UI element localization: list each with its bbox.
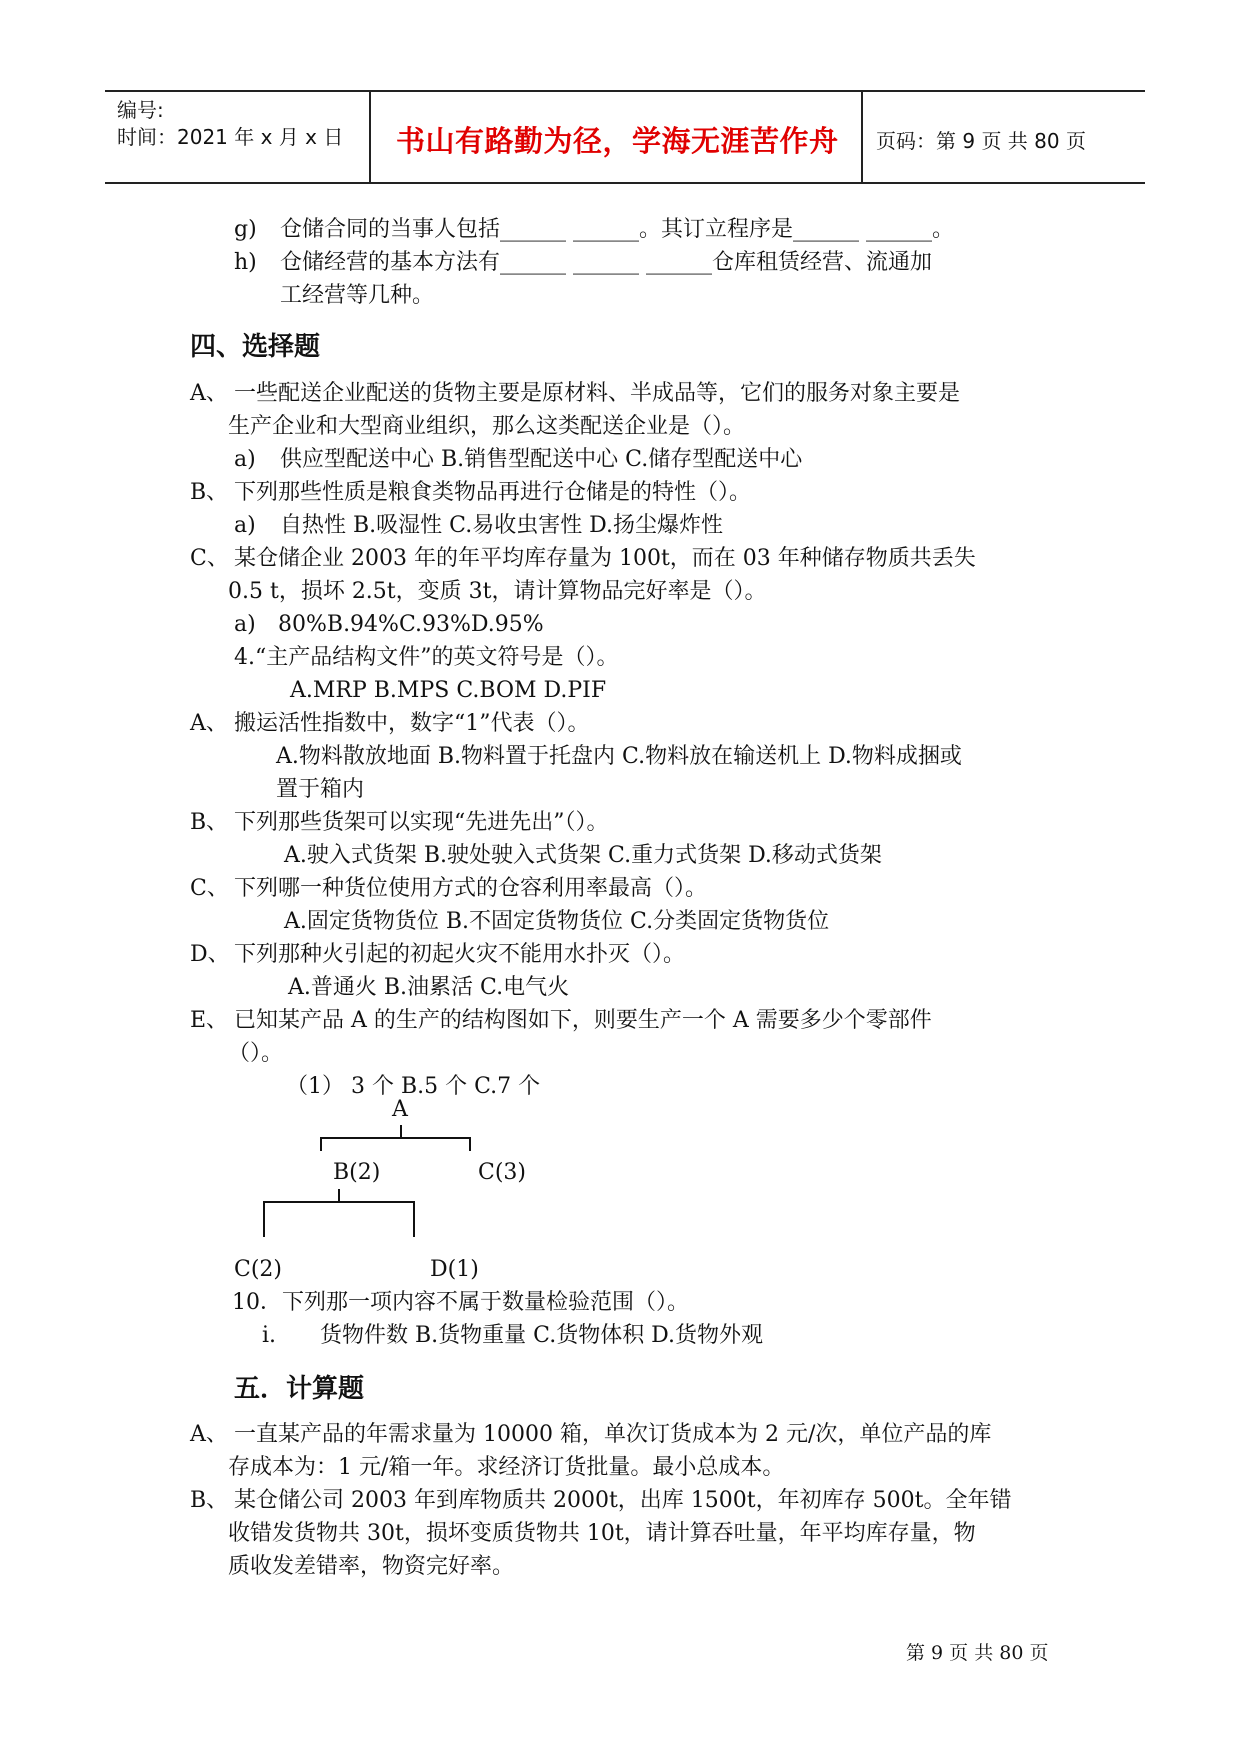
q4a2-option2: 置于箱内: [276, 777, 365, 802]
header-top-border: [105, 90, 1145, 92]
tree-connector-b: [338, 1189, 340, 1201]
q4e2-options: （1） 3 个 B.5 个 C.7 个: [286, 1074, 541, 1099]
q5b-line2: 收错发货物共 30t，损坏变质货物共 10t，请计算吞吐量，年平均库存量，物: [228, 1521, 976, 1546]
q4-4-options: A.MRP B.MPS C.BOM D.PIF: [290, 678, 607, 703]
q4d2-label: D、: [190, 942, 230, 967]
header-bottom-border: [105, 182, 1145, 184]
tree-node-c: C(3): [478, 1160, 526, 1185]
tree-drop-c2: [263, 1201, 265, 1237]
q4c-line2: 0.5 t，损坏 2.5t，变质 3t，请计算物品完好率是（）。: [228, 579, 767, 604]
tree-bar-b: [263, 1201, 415, 1203]
q4c2-line1: 下列哪一种货位使用方式的仓容利用率最高（）。: [234, 876, 708, 901]
q4a2-option1: A.物料散放地面 B.物料置于托盘内 C.物料放在输送机上 D.物料成捆或: [276, 744, 962, 769]
tree-bar-a: [320, 1137, 470, 1139]
tree-node-a: A: [392, 1097, 408, 1122]
item-h-text: 仓储经营的基本方法有______ ______ ______仓库租赁经营、流通加: [280, 250, 932, 275]
q4e2-line1: 已知某产品 A 的生产的结构图如下，则要生产一个 A 需要多少个零部件: [234, 1008, 932, 1033]
q4d2-line1: 下列那种火引起的初起火灾不能用水扑灭（）。: [234, 942, 686, 967]
q4c2-options: A.固定货物货位 B.不固定货物货位 C.分类固定货物货位: [284, 909, 830, 934]
q5a-label: A、: [190, 1422, 228, 1447]
q4a-line1: 一些配送企业配送的货物主要是原材料、半成品等，它们的服务对象主要是: [234, 381, 961, 406]
q4b2-label: B、: [190, 810, 229, 835]
header-motto: 书山有路勤为径，学海无涯苦作舟: [396, 124, 839, 158]
item-g-text: 仓储合同的当事人包括______ ______。其订立程序是______ ______。: [280, 217, 954, 242]
q4a-options: 供应型配送中心 B.销售型配送中心 C.储存型配送中心: [280, 447, 803, 472]
tree-drop-d: [413, 1201, 415, 1237]
item-h-label: h): [234, 250, 257, 275]
q5a-line1: 一直某产品的年需求量为 10000 箱，单次订货成本为 2 元/次，单位产品的库: [234, 1422, 992, 1447]
q4d2-options: A.普通火 B.油累活 C.电气火: [288, 975, 570, 1000]
q4-10-options: 货物件数 B.货物重量 C.货物体积 D.货物外观: [320, 1323, 764, 1348]
q4c-options: 80%B.94%C.93%D.95%: [278, 612, 544, 637]
tree-drop-c: [469, 1137, 471, 1151]
q4a2-line1: 搬运活性指数中，数字“1”代表（）。: [234, 711, 590, 736]
q4b2-line1: 下列那些货架可以实现“先进先出”（）。: [234, 810, 609, 835]
q4a-line2: 生产企业和大型商业组织，那么这类配送企业是（）。: [228, 414, 746, 439]
q4e2-label: E、: [190, 1008, 229, 1033]
q4b-options: 自热性 B.吸湿性 C.易收虫害性 D.扬尘爆炸性: [280, 513, 724, 538]
item-h-text-cont: 工经营等几种。: [280, 283, 435, 308]
tree-node-d: D(1): [430, 1257, 479, 1282]
q4a-label: A、: [190, 381, 228, 406]
tree-drop-b: [320, 1137, 322, 1151]
q4b-label: B、: [190, 480, 229, 505]
q4c-label: C、: [190, 546, 229, 571]
q4c-line1: 某仓储企业 2003 年的年平均库存量为 100t，而在 03 年种储存物质共丢失: [234, 546, 976, 571]
section-4-title: 四、选择题: [190, 332, 321, 362]
q4a2-label: A、: [190, 711, 228, 736]
q4-10-option-label: i.: [262, 1323, 277, 1348]
q5b-line1: 某仓储公司 2003 年到库物质共 2000t，出库 1500t，年初库存 500t。全年错: [234, 1488, 1012, 1513]
serial-label: 编号:: [117, 98, 164, 122]
q5b-label: B、: [190, 1488, 229, 1513]
tree-connector-a: [400, 1125, 402, 1137]
q4b-line1: 下列那些性质是粮食类物品再进行仓储是的特性（）。: [234, 480, 752, 505]
footer-page-number: 第 9 页 共 80 页: [906, 1642, 1049, 1664]
item-g-label: g): [234, 217, 257, 242]
q4c2-label: C、: [190, 876, 229, 901]
header-divider-right: [861, 90, 863, 183]
header-divider-left: [369, 90, 371, 183]
q5a-line2: 存成本为：1 元/箱一年。求经济订货批量。最小总成本。: [228, 1455, 785, 1480]
q4b2-options: A.驶入式货架 B.驶处驶入式货架 C.重力式货架 D.移动式货架: [284, 843, 882, 868]
q4c-option-label: a): [234, 612, 256, 637]
q4-10-line: 10．下列那一项内容不属于数量检验范围（）。: [232, 1290, 689, 1315]
q4-4-line: 4.“主产品结构文件”的英文符号是（）。: [234, 645, 619, 670]
tree-node-b: B(2): [333, 1160, 381, 1185]
q4b-option-label: a): [234, 513, 256, 538]
q5b-line3: 质收发差错率，物资完好率。: [228, 1554, 515, 1579]
time-label: 时间：2021 年 x 月 x 日: [117, 125, 344, 149]
page-number-label: 页码：第 9 页 共 80 页: [876, 129, 1086, 153]
q4a-option-label: a): [234, 447, 256, 472]
q4e2-line2: （）。: [228, 1041, 284, 1066]
section-5-title: 五．计算题: [234, 1374, 365, 1404]
tree-node-c2: C(2): [234, 1257, 282, 1282]
